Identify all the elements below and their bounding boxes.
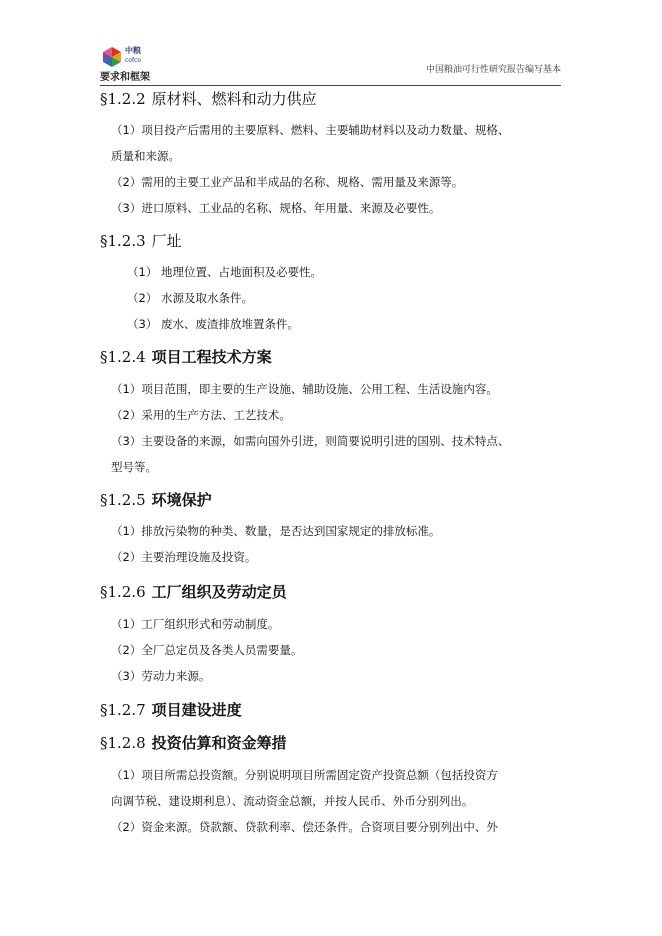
paragraph-line: 向调节税、建设期利息）、流动资金总额，并按人民币、外币分别列出。 [111, 794, 474, 808]
paragraph-line: （1）项目投产后需用的主要原料、燃料、主要辅助材料以及动力数量、规格、 [111, 123, 510, 137]
page-header [0, 0, 662, 90]
paragraph-line: （2）采用的生产方法、工艺技术。 [111, 408, 291, 422]
logo-en-text: cofco [125, 57, 142, 64]
paragraph-line: （3） 废水、废渣排放堆置条件。 [127, 317, 299, 331]
paragraph-line: （3）进口原料、工业品的名称、规格、年用量、来源及必要性。 [111, 201, 441, 215]
paragraph-line: （1）项目所需总投资额。分别说明项目所需固定资产投资总额（包括投资方 [111, 768, 498, 782]
section-heading: §1.2.4 项目工程技术方案 [100, 348, 272, 366]
header-divider [100, 85, 561, 86]
logo-cn-text: 中粮 [125, 46, 141, 55]
paragraph-line: （2）资金来源。贷款额、贷款利率、偿还条件。合资项目要分别列出中、外 [111, 820, 498, 834]
paragraph-line: （2）主要治理设施及投资。 [111, 550, 257, 564]
paragraph-line: （1） 地理位置、占地面积及必要性。 [127, 265, 322, 279]
paragraph-line: 质量和来源。 [111, 149, 180, 163]
paragraph-line: （2） 水源及取水条件。 [127, 291, 253, 305]
paragraph-line: （1）排放污染物的种类、数量，是否达到国家规定的排放标准。 [111, 524, 441, 538]
paragraph-line: （1）项目范围，即主要的生产设施、辅助设施、公用工程、生活设施内容。 [111, 382, 498, 396]
section-heading: §1.2.7 项目建设进度 [100, 701, 242, 719]
paragraph-line: 型号等。 [111, 460, 157, 474]
paragraph-line: （2）全厂总定员及各类人员需要量。 [111, 643, 303, 657]
header-left-text: 要求和框架 [100, 72, 150, 83]
section-heading: §1.2.3 厂址 [100, 232, 182, 250]
paragraph-line: （1）工厂组织形式和劳动制度。 [111, 617, 280, 631]
paragraph-line: （3）主要设备的来源，如需向国外引进，则简要说明引进的国别、技术特点、 [111, 434, 510, 448]
section-heading: §1.2.2 原材料、燃料和动力供应 [100, 90, 317, 108]
header-title: 中国粮油可行性研究报告编写基本 [425, 65, 561, 75]
section-heading: §1.2.6 工厂组织及劳动定员 [100, 583, 287, 601]
paragraph-line: （2）需用的主要工业产品和半成品的名称、规格、需用量及来源等。 [111, 175, 464, 189]
section-heading: §1.2.8 投资估算和资金筹措 [100, 734, 287, 752]
section-heading: §1.2.5 环境保护 [100, 491, 212, 509]
cofco-logo [101, 46, 155, 72]
paragraph-line: （3）劳动力来源。 [111, 669, 211, 683]
cofco-logo-icon [101, 46, 123, 68]
